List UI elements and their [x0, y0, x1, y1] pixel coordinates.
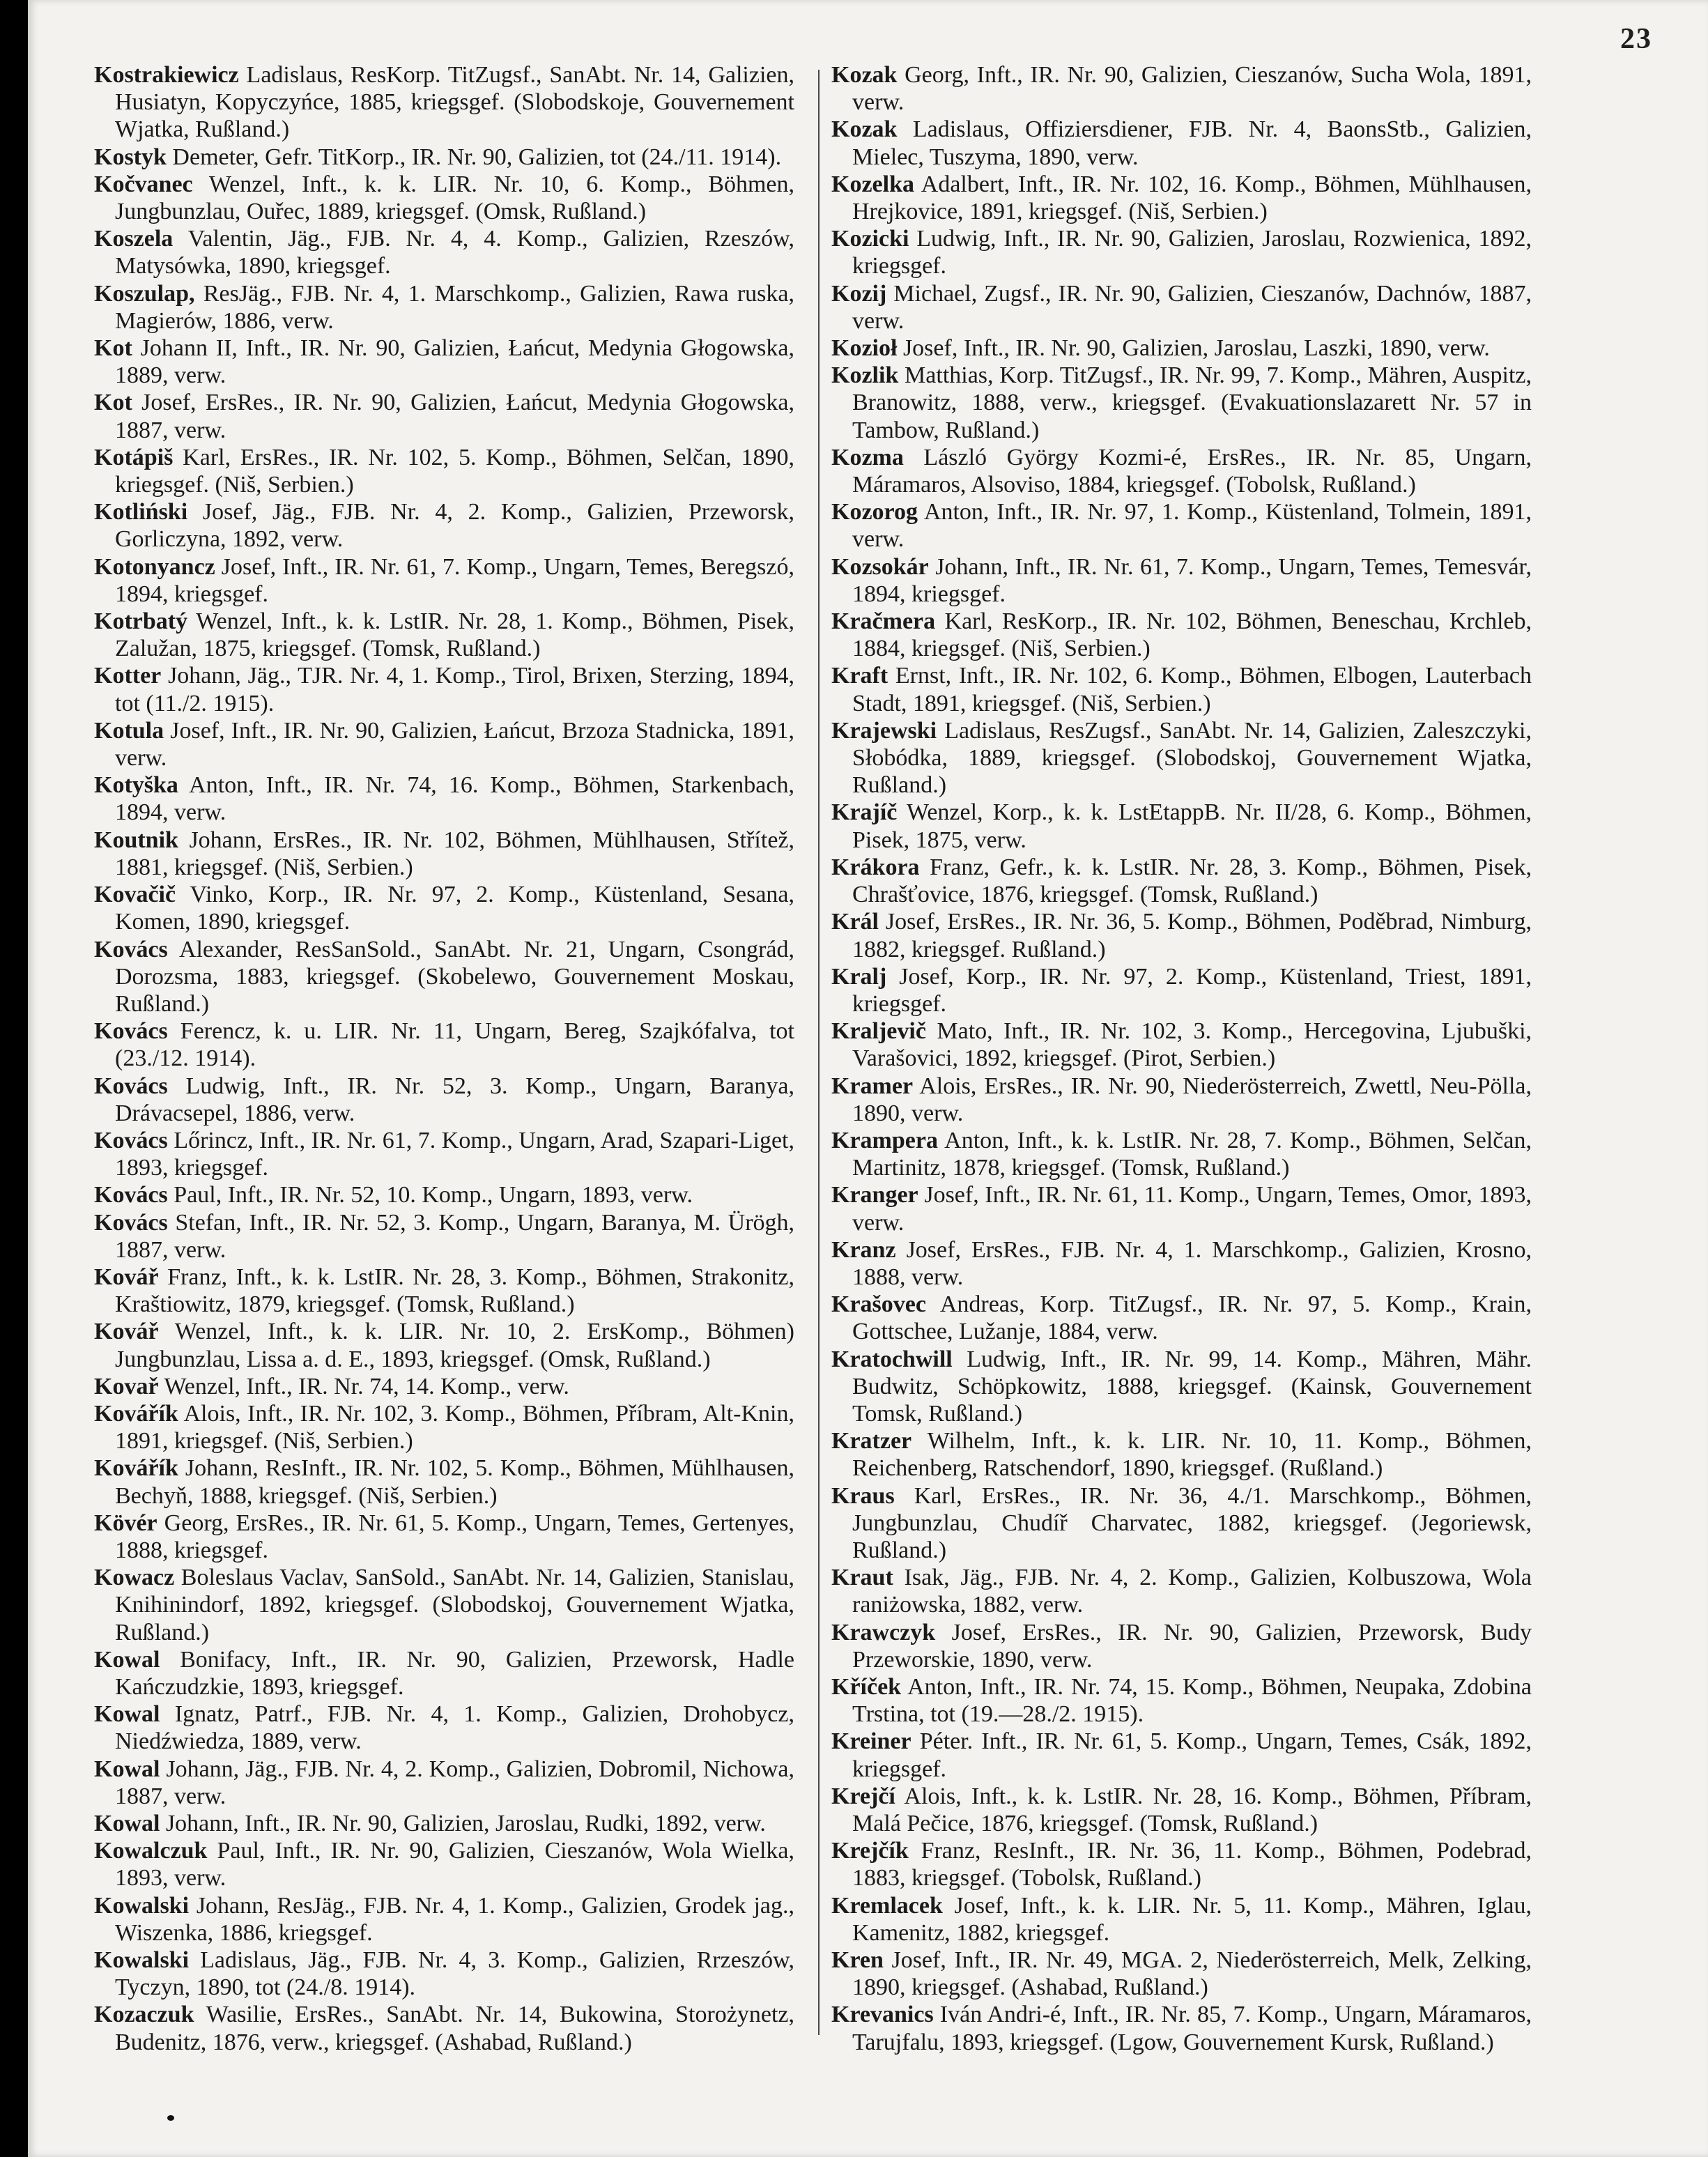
register-entry	[831, 1073, 1532, 1127]
entry-surname: Krašovec	[831, 1291, 926, 1318]
entry-surname: Kowal	[94, 1756, 160, 1782]
entry-details: Anton, Inft., IR. Nr. 74, 16. Komp., Böhmen, Starkenbach, 1894, verw.	[115, 772, 794, 826]
register-entry	[94, 498, 794, 553]
entry-surname: Kowacz	[94, 1565, 175, 1591]
entry-details: Josef, Jäg., FJB. Nr. 4, 2. Komp., Galizien, Przeworsk, Gorliczyna, 1892, verw.	[115, 499, 795, 553]
entry-details: Franz, Inft., k. k. LstIR. Nr. 28, 3. Komp., Böhmen, Strakonitz, Kraštiowitz, 1879, kriegsgef. (Tomsk, Rußland.)	[115, 1264, 794, 1318]
entry-details: Ladislaus, Offiziersdiener, FJB. Nr. 4, BaonsStb., Galizien, Mielec, Tuszyma, 1890, verw.	[852, 116, 1532, 170]
entry-surname: Kralj	[831, 963, 887, 990]
register-entry	[94, 717, 794, 772]
entry-details: Adalbert, Inft., IR. Nr. 102, 16. Komp., Böhmen, Mühlhausen, Hrejkovice, 1891, kriegsgef. (Niš, Serbien.)	[852, 171, 1532, 225]
entry-details: Stefan, Inft., IR. Nr. 52, 3. Komp., Ungarn, Baranya, M. Ürögh, 1887, verw.	[115, 1209, 795, 1263]
entry-details: Péter. Inft., IR. Nr. 61, 5. Komp., Ungarn, Temes, Csák, 1892, kriegsgef.	[852, 1728, 1532, 1782]
register-entry	[831, 2001, 1532, 2055]
entry-details: Josef, Korp., IR. Nr. 97, 2. Komp., Küstenland, Triest, 1891, kriegsgef.	[852, 963, 1532, 1017]
entry-surname: Kotonyancz	[94, 553, 215, 580]
entry-surname: Kotter	[94, 663, 162, 689]
entry-surname: Kovács	[94, 1127, 168, 1153]
register-entry	[831, 1018, 1532, 1072]
entry-surname: Kozioł	[831, 335, 898, 362]
register-entry	[831, 662, 1532, 716]
entry-details: ResJäg., FJB. Nr. 4, 1. Marschkomp., Galizien, Rawa ruska, Magierów, 1886, verw.	[115, 280, 794, 334]
entry-details: Josef, Inft., IR. Nr. 61, 7. Komp., Ungarn, Temes, Beregszó, 1894, kriegsgef.	[115, 553, 795, 607]
entry-details: Wenzel, Korp., k. k. LstEtappB. Nr. II/28, 6. Komp., Böhmen, Pisek, 1875, verw.	[852, 799, 1532, 853]
entry-details: Josef, Inft., IR. Nr. 49, MGA. 2, Niederösterreich, Melk, Zelking, 1890, kriegsgef. (Ashabad, Rußland.)	[852, 1947, 1532, 2001]
entry-surname: Kotápiš	[94, 444, 174, 470]
register-entry	[94, 335, 794, 389]
entry-surname: Kratochwill	[831, 1346, 953, 1372]
entry-details: Josef, Inft., IR. Nr. 90, Galizien, Łańcut, Brzoza Stadnicka, 1891, verw.	[115, 717, 795, 772]
entry-details: Demeter, Gefr. TitKorp., IR. Nr. 90, Galizien, tot (24./11. 1914).	[172, 144, 782, 170]
register-entry	[831, 1181, 1532, 1236]
entry-surname: Koszulap,	[94, 280, 195, 307]
register-entry	[831, 1236, 1532, 1291]
register-entry	[831, 1673, 1532, 1728]
entry-surname: Kozlik	[831, 362, 899, 389]
register-entry	[831, 1837, 1532, 1891]
register-entry	[94, 225, 794, 279]
entry-surname: Kowal	[94, 1646, 160, 1673]
entry-surname: Kraft	[831, 663, 888, 689]
entry-details: Ladislaus, ResZugsf., SanAbt. Nr. 14, Galizien, Zaleszczyki, Słobódka, 1889, kriegsgef. (Slobodskoj, Gouvernement Wjatka, Rußland.)	[852, 717, 1532, 799]
register-entry	[831, 1127, 1532, 1181]
register-entry	[831, 171, 1532, 225]
register-entry	[831, 908, 1532, 962]
entry-details: Wenzel, Inft., k. k. LstIR. Nr. 28, 1. Komp., Böhmen, Pisek, Zalužan, 1875, kriegsgef. (Tomsk, Rußland.)	[115, 608, 794, 662]
entry-details: Ladislaus, ResKorp. TitZugsf., SanAbt. Nr. 14, Galizien, Husiatyn, Kopyczyńce, 1885, kriegsgef. (Slobodskoje, Gouvernement Wjatka, Rußland.)	[115, 62, 794, 143]
register-entry	[831, 553, 1532, 608]
register-entry	[94, 61, 794, 144]
entry-details: Lőrincz, Inft., IR. Nr. 61, 7. Komp., Ungarn, Arad, Szapari-Liget, 1893, kriegsgef.	[115, 1127, 794, 1181]
register-entry	[831, 963, 1532, 1018]
register-entry	[831, 1947, 1532, 2001]
entry-details: Vinko, Korp., IR. Nr. 97, 2. Komp., Küstenland, Sesana, Komen, 1890, kriegsgef.	[115, 882, 795, 935]
entry-details: Karl, ErsRes., IR. Nr. 102, 5. Komp., Böhmen, Selčan, 1890, kriegsgef. (Niš, Serbien.)	[115, 444, 795, 498]
entry-details: Wenzel, Inft., k. k. LIR. Nr. 10, 6. Komp., Böhmen, Jungbunzlau, Ouřec, 1889, kriegsgef. (Omsk, Rußland.)	[115, 171, 794, 225]
entry-surname: Kren	[831, 1947, 884, 1974]
entry-details: Franz, Gefr., k. k. LstIR. Nr. 28, 3. Komp., Böhmen, Pisek, Chrašťovice, 1876, kriegsgef. (Tomsk, Rußland.)	[852, 854, 1532, 908]
entry-surname: Kovář	[94, 1264, 159, 1290]
entry-surname: Kramer	[831, 1073, 914, 1099]
entry-details: Michael, Zugsf., IR. Nr. 90, Galizien, Cieszanów, Dachnów, 1887, verw.	[852, 280, 1532, 334]
entry-surname: Krampera	[831, 1127, 938, 1153]
register-entry	[831, 444, 1532, 498]
register-entry	[831, 61, 1532, 116]
left-column	[94, 61, 794, 2056]
entry-details: Josef, Inft., IR. Nr. 61, 11. Komp., Ungarn, Temes, Omor, 1893, verw.	[852, 1182, 1532, 1236]
register-entry	[94, 1264, 794, 1318]
entry-surname: Kříček	[831, 1673, 902, 1700]
entry-details: Alois, Inft., IR. Nr. 102, 3. Komp., Böhmen, Příbram, Alt-Knin, 1891, kriegsgef. (Niš, Serbien.)	[115, 1400, 795, 1454]
register-entry	[94, 171, 794, 225]
register-entry	[94, 662, 794, 716]
entry-surname: Kotliński	[94, 499, 188, 525]
entry-surname: Kreiner	[831, 1728, 911, 1755]
entry-details: Georg, ErsRes., IR. Nr. 61, 5. Komp., Ungarn, Temes, Gertenyes, 1888, kriegsgef.	[115, 1510, 795, 1563]
entry-surname: Kövér	[94, 1510, 157, 1536]
entry-surname: Kot	[94, 390, 132, 416]
entry-surname: Kranger	[831, 1182, 918, 1208]
register-entry	[94, 1837, 794, 1891]
register-entry	[831, 280, 1532, 335]
entry-details: Karl, ErsRes., IR. Nr. 36, 4./1. Marschkomp., Böhmen, Jungbunzlau, Chudíř Charvatec, 1882, kriegsgef. (Jegoriewsk, Rußland.)	[852, 1482, 1532, 1563]
entry-details: Anton, Inft., k. k. LstIR. Nr. 28, 7. Komp., Böhmen, Selčan, Martinitz, 1878, kriegsgef. (Tomsk, Rußland.)	[852, 1127, 1532, 1181]
entry-details: Iván Andri-é, Inft., IR. Nr. 85, 7. Komp., Ungarn, Máramaros, Tarujfalu, 1893, kriegsgef. (Lgow, Gouvernement Kursk, Rußland.)	[852, 2002, 1532, 2055]
entry-details: Karl, ResKorp., IR. Nr. 102, Böhmen, Beneschau, Krchleb, 1884, kriegsgef. (Niš, Serbien.)	[852, 608, 1532, 662]
register-entry	[94, 1318, 794, 1372]
entry-details: Ignatz, Patrf., FJB. Nr. 4, 1. Komp., Galizien, Drohobycz, Niedźwiedza, 1889, verw.	[115, 1701, 794, 1755]
entry-details: Ludwig, Inft., IR. Nr. 52, 3. Komp., Ungarn, Baranya, Drávacsepel, 1886, verw.	[115, 1073, 794, 1126]
register-entry	[831, 1892, 1532, 1947]
entry-surname: Kraus	[831, 1482, 895, 1509]
entry-details: Johann, Inft., IR. Nr. 90, Galizien, Jaroslau, Rudki, 1892, verw.	[165, 1811, 766, 1836]
entry-surname: Krejčík	[831, 1838, 909, 1864]
register-entry	[94, 827, 794, 881]
entry-surname: Kovács	[94, 936, 168, 962]
entry-surname: Krákora	[831, 854, 920, 880]
entry-details: Alexander, ResSanSold., SanAbt. Nr. 21, Ungarn, Csongrád, Dorozsma, 1883, kriegsgef. (Skobelewo, Gouvernement Moskau, Rußland.)	[115, 936, 794, 1017]
entry-surname: Krajewski	[831, 717, 937, 744]
entry-surname: Kowal	[94, 1701, 160, 1728]
entry-surname: Kovář	[94, 1319, 159, 1345]
register-entry	[94, 2001, 794, 2055]
entry-surname: Kovács	[94, 1073, 168, 1099]
register-entry	[831, 1291, 1532, 1345]
register-entry	[831, 1427, 1532, 1482]
entry-details: Boleslaus Vaclav, SanSold., SanAbt. Nr. 14, Galizien, Stanislau, Knihinindorf, 1892, kriegsgef. (Slobodskoj, Gouvernement Wjatka, Rußland.)	[115, 1565, 795, 1645]
entry-surname: Koutnik	[94, 827, 178, 853]
entry-surname: Kočvanec	[94, 171, 193, 197]
entry-details: Josef, ErsRes., FJB. Nr. 4, 1. Marschkomp., Galizien, Krosno, 1888, verw.	[852, 1236, 1532, 1290]
register-entry	[94, 1400, 794, 1454]
entry-details: Johann, ErsRes., IR. Nr. 102, Böhmen, Mühlhausen, Střítež, 1881, kriegsgef. (Niš, Serbien.)	[115, 827, 795, 880]
entry-details: Alois, ErsRes., IR. Nr. 90, Niederösterreich, Zwettl, Neu-Pölla, 1890, verw.	[852, 1073, 1532, 1126]
entry-surname: Kowalski	[94, 1947, 190, 1974]
entry-surname: Kozij	[831, 280, 887, 307]
entry-details: Johann, ResJäg., FJB. Nr. 4, 1. Komp., Galizien, Grodek jag., Wiszenka, 1886, kriegsgef.	[115, 1892, 794, 1946]
entry-surname: Kowalczuk	[94, 1838, 208, 1864]
register-entry	[831, 1564, 1532, 1618]
register-entry	[831, 1728, 1532, 1782]
entry-details: Josef, ErsRes., IR. Nr. 90, Galizien, Łańcut, Medynia Głogowska, 1887, verw.	[115, 390, 794, 443]
entry-details: Johann, Jäg., FJB. Nr. 4, 2. Komp., Galizien, Dobromil, Nichowa, 1887, verw.	[115, 1756, 795, 1809]
entry-surname: Kostrakiewicz	[94, 62, 239, 88]
register-entry	[831, 1783, 1532, 1837]
entry-surname: Kozorog	[831, 499, 918, 525]
register-entry	[831, 335, 1532, 362]
entry-surname: Krawczyk	[831, 1619, 936, 1645]
entry-surname: Kovářík	[94, 1400, 178, 1427]
register-entry	[94, 280, 794, 335]
entry-surname: Kraljevič	[831, 1018, 926, 1045]
entry-details: Josef, Inft., IR. Nr. 90, Galizien, Jaroslau, Laszki, 1890, verw.	[902, 335, 1490, 362]
entry-surname: Kotyška	[94, 772, 178, 799]
entry-surname: Kostyk	[94, 144, 167, 170]
entry-surname: Kraut	[831, 1565, 893, 1591]
page-number: 23	[1620, 23, 1652, 55]
entry-details: Ladislaus, Jäg., FJB. Nr. 4, 3. Komp., Galizien, Rrzeszów, Tyczyn, 1890, tot (24./8. 1914).	[115, 1947, 794, 2001]
register-entry	[831, 498, 1532, 553]
entry-details: Josef, ErsRes., IR. Nr. 36, 5. Komp., Böhmen, Poděbrad, Nimburg, 1882, kriegsgef. Rußland.)	[852, 909, 1532, 962]
register-entry	[831, 116, 1532, 170]
register-entry	[94, 1892, 794, 1947]
register-entry	[94, 553, 794, 608]
entry-surname: Kračmera	[831, 608, 936, 635]
register-entry	[94, 389, 794, 443]
entry-details: Ferencz, k. u. LIR. Nr. 11, Ungarn, Bereg, Szajkófalva, tot (23./12. 1914).	[115, 1018, 794, 1072]
entry-surname: Kot	[94, 335, 132, 362]
register-entry	[94, 1701, 794, 1755]
register-entry	[94, 1018, 794, 1072]
entry-details: Wilhelm, Inft., k. k. LIR. Nr. 10, 11. Komp., Böhmen, Reichenberg, Ratschendorf, 1890, kriegsgef. (Rußland.)	[852, 1428, 1532, 1482]
entry-details: Josef, ErsRes., IR. Nr. 90, Galizien, Przeworsk, Budy Przeworskie, 1890, verw.	[852, 1619, 1532, 1673]
column-divider	[818, 70, 820, 2035]
entry-surname: Koszela	[94, 226, 174, 252]
entry-surname: Krevanics	[831, 2002, 934, 2028]
register-entry	[94, 608, 794, 662]
register-entry	[94, 772, 794, 826]
entry-details: Paul, Inft., IR. Nr. 90, Galizien, Cieszanów, Wola Wielka, 1893, verw.	[115, 1838, 795, 1891]
entry-surname: Kovářík	[94, 1455, 178, 1482]
register-entry	[94, 1564, 794, 1646]
entry-details: Georg, Inft., IR. Nr. 90, Galizien, Cieszanów, Sucha Wola, 1891, verw.	[852, 62, 1532, 116]
entry-surname: Kranz	[831, 1236, 896, 1263]
register-entry	[94, 1181, 794, 1208]
entry-surname: Kremlacek	[831, 1892, 943, 1919]
right-column	[831, 61, 1532, 2056]
entry-surname: Kotula	[94, 717, 164, 744]
entry-surname: Kozaczuk	[94, 2002, 194, 2028]
register-entry	[94, 1127, 794, 1181]
register-entry	[94, 1454, 794, 1509]
entry-details: Johann, ResInft., IR. Nr. 102, 5. Komp., Böhmen, Mühlhausen, Bechyň, 1888, kriegsgef. (Niš, Serbien.)	[115, 1455, 795, 1509]
register-entry	[94, 1947, 794, 2001]
entry-surname: Kratzer	[831, 1428, 912, 1454]
register-entry	[94, 1810, 794, 1837]
entry-details: Andreas, Korp. TitZugsf., IR. Nr. 97, 5. Komp., Krain, Gottschee, Lužanje, 1884, verw.	[852, 1291, 1532, 1345]
register-entry	[831, 608, 1532, 662]
register-entry	[94, 1510, 794, 1564]
entry-details: Bonifacy, Inft., IR. Nr. 90, Galizien, Przeworsk, Hadle Kańczudzkie, 1893, kriegsgef.	[115, 1646, 794, 1700]
register-entry	[831, 362, 1532, 444]
register-entry	[94, 936, 794, 1018]
entry-surname: Kowalski	[94, 1892, 190, 1919]
entry-details: Valentin, Jäg., FJB. Nr. 4, 4. Komp., Galizien, Rzeszów, Matysówka, 1890, kriegsgef.	[115, 226, 795, 279]
entry-surname: Kovař	[94, 1373, 159, 1399]
entry-details: Ernst, Inft., IR. Nr. 102, 6. Komp., Böhmen, Elbogen, Lauterbach Stadt, 1891, kriegsgef. (Niš, Serbien.)	[852, 663, 1532, 716]
register-entry	[831, 225, 1532, 279]
register-entry	[94, 444, 794, 498]
register-entry	[831, 1482, 1532, 1565]
entry-surname: Krajíč	[831, 799, 898, 826]
entry-surname: Kozsokár	[831, 553, 929, 580]
entry-details: Johann, Jäg., TJR. Nr. 4, 1. Komp., Tirol, Brixen, Sterzing, 1894, tot (11./2. 1915).	[115, 663, 795, 716]
entry-details: Anton, Inft., IR. Nr. 74, 15. Komp., Böhmen, Neupaka, Zdobina Trstina, tot (19.—28./2. 1915).	[852, 1673, 1532, 1728]
entry-details: Franz, ResInft., IR. Nr. 36, 11. Komp., Böhmen, Podebrad, 1883, kriegsgef. (Tobolsk, Rußland.)	[852, 1838, 1532, 1891]
register-entry	[831, 1346, 1532, 1428]
entry-surname: Kovačič	[94, 882, 176, 908]
entry-surname: Kovács	[94, 1018, 168, 1045]
entry-surname: Král	[831, 909, 879, 935]
entry-surname: Kowal	[94, 1811, 160, 1836]
entry-surname: Kozma	[831, 444, 904, 470]
entry-details: Isak, Jäg., FJB. Nr. 4, 2. Komp., Galizien, Kolbuszowa, Wola raniżowska, 1882, verw.	[852, 1565, 1532, 1618]
entry-details: Alois, Inft., k. k. LstIR. Nr. 28, 16. Komp., Böhmen, Příbram, Malá Pečice, 1876, kriegsgef. (Tomsk, Rußland.)	[852, 1783, 1532, 1836]
entry-surname: Kovács	[94, 1209, 168, 1236]
entry-surname: Kozak	[831, 116, 898, 143]
entry-details: Wenzel, Inft., k. k. LIR. Nr. 10, 2. ErsKomp., Böhmen) Jungbunzlau, Lissa a. d. E., 1893, kriegsgef. (Omsk, Rußland.)	[115, 1319, 794, 1372]
entry-details: Ludwig, Inft., IR. Nr. 99, 14. Komp., Mähren, Mähr. Budwitz, Schöpkowitz, 1888, kriegsgef. (Kainsk, Gouvernement Tomsk, Rußland.)	[852, 1346, 1532, 1427]
register-entry	[831, 799, 1532, 853]
register-entry	[94, 144, 794, 171]
entry-surname: Kozak	[831, 62, 898, 88]
register-entry	[94, 1073, 794, 1127]
register-entry	[94, 881, 794, 935]
register-entry	[94, 1209, 794, 1264]
register-entry	[831, 1619, 1532, 1673]
register-entry	[94, 1646, 794, 1701]
entry-details: Paul, Inft., IR. Nr. 52, 10. Komp., Ungarn, 1893, verw.	[174, 1182, 693, 1208]
entry-surname: Kozicki	[831, 226, 909, 252]
entry-surname: Kotrbatý	[94, 608, 188, 635]
entry-details: Wenzel, Inft., IR. Nr. 74, 14. Komp., verw.	[164, 1373, 569, 1399]
entry-details: Johann II, Inft., IR. Nr. 90, Galizien, Łańcut, Medynia Głogowska, 1889, verw.	[115, 335, 795, 389]
entry-details: Wasilie, ErsRes., SanAbt. Nr. 14, Bukowina, Storożynetz, Budenitz, 1876, verw., kriegsgef. (Ashabad, Rußland.)	[115, 2002, 795, 2055]
entry-details: Josef, Inft., k. k. LIR. Nr. 5, 11. Komp., Mähren, Iglau, Kamenitz, 1882, kriegsgef.	[852, 1892, 1532, 1946]
register-entry	[94, 1756, 794, 1810]
register-entry	[831, 854, 1532, 908]
entry-surname: Kozelka	[831, 171, 914, 197]
entry-details: Matthias, Korp. TitZugsf., IR. Nr. 99, 7. Komp., Mähren, Auspitz, Branowitz, 1888, verw., kriegsgef. (Evakuationslazarett Nr. 57 in Tambow, Rußland.)	[852, 362, 1532, 443]
register-entry	[831, 717, 1532, 799]
entry-details: Ludwig, Inft., IR. Nr. 90, Galizien, Jaroslau, Rozwienica, 1892, kriegsgef.	[852, 226, 1532, 279]
entry-details: Mato, Inft., IR. Nr. 102, 3. Komp., Hercegovina, Ljubuški, Varašovici, 1892, kriegsgef. (Pirot, Serbien.)	[852, 1018, 1532, 1072]
register-entry	[94, 1373, 794, 1400]
entry-surname: Krejčí	[831, 1783, 895, 1809]
entry-details: Johann, Inft., IR. Nr. 61, 7. Komp., Ungarn, Temes, Temesvár, 1894, kriegsgef.	[852, 553, 1532, 607]
entry-details: Anton, Inft., IR. Nr. 97, 1. Komp., Küstenland, Tolmein, 1891, verw.	[852, 499, 1532, 553]
entry-surname: Kovács	[94, 1182, 168, 1208]
ink-speck	[167, 2115, 174, 2121]
entry-details: László György Kozmi-é, ErsRes., IR. Nr. 85, Ungarn, Máramaros, Alsoviso, 1884, kriegsgef. (Tobolsk, Rußland.)	[852, 444, 1532, 498]
